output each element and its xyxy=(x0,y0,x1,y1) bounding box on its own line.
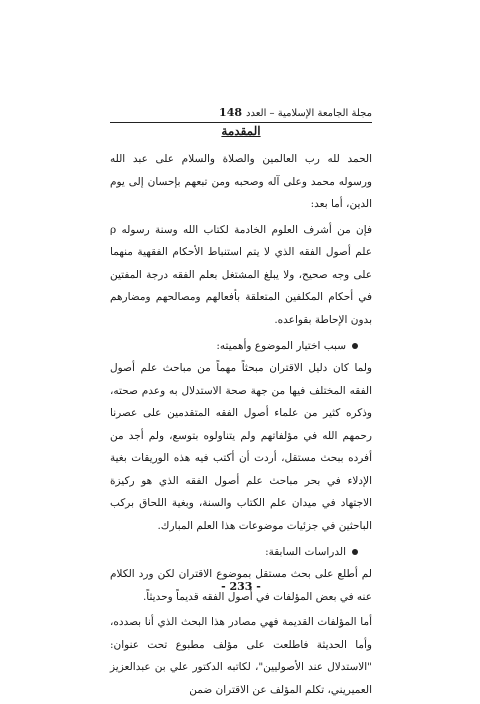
page-number: - 233 - xyxy=(221,580,261,593)
page-body xyxy=(110,124,372,704)
reason-paragraph: ولما كان دليل الاقتران مبحثاً مهماً من مباحث علم أصول الفقه المختلف فيها من جهة صحة الاستدلال به وعدم صحته، وذكره كثير من علماء أصول الفقه المتقدمين على عصرنا رحمهم الله في مؤلفاتهم ولم يتناولوه بتوسع، ولم أجد من أفرده ببحث مستقل، أردت أن أكتب فيه هذه الوريقات بغية الإدلاء في بحر مباحث علم أصول الفقه الذي هو ركيزة الاجتهاد في ميدان علم الكتاب والسنة، وبغية اللحاق بركب الباحثين في جزئيات موضوعات هذا العلم المبارك. xyxy=(110,362,372,532)
issue-number: 148 xyxy=(219,106,243,119)
reason-heading-text: سبب اختيار الموضوع وأهميته: xyxy=(216,340,346,352)
intro-paragraph-2: فإن من أشرف العلوم الخادمة لكتاب الله وسنة رسوله ρ علم أصول الفقه الذي لا يتم استنباط الأحكام الفقهية منهما على وجه صحيح، ولا يبلغ المشتغل بعلم الفقه درجة المفتين في أحكام المكلفين المتعلقة بأفعالهم ومصالحهم ومضارهم بدون الإحاطة بقواعده. xyxy=(110,223,372,326)
journal-name: مجلة الجامعة الإسلامية – العدد xyxy=(246,108,372,119)
intro-paragraph-1: الحمد لله رب العالمين والصلاة والسلام على عبد الله ورسوله محمد وعلى آله وصحبه ومن تبعهم بإحسان إلى يوم الدين، أما بعد: xyxy=(110,153,372,210)
bullet-heading-reason xyxy=(110,335,372,357)
bullet-icon xyxy=(352,549,358,555)
running-header xyxy=(110,106,372,123)
previous-studies-heading-text: الدراسات السابقة: xyxy=(265,546,346,558)
bullet-heading-previous-studies xyxy=(110,541,372,563)
previous-studies-paragraph-1: لم أطلع على بحث مستقل بموضوع الاقتران لكن ورد الكلام عنه في بعض المؤلفات في أصول الفقه قديماً وحديثاً. xyxy=(110,568,372,603)
section-title: المقدمة xyxy=(221,124,261,138)
previous-studies-paragraph-2: أما المؤلفات القديمة فهي مصادر هذا البحث الذي أنا بصدده، وأما الحديثة فاطلعت على مؤلف مطبوع تحت عنوان: "الاستدلال عند الأصوليين"، لكاتبه الدكتور علي بن عبدالعزيز العميريني، تكلم المؤلف عن الاقتران ضمن xyxy=(110,616,372,696)
bullet-icon xyxy=(352,343,358,349)
